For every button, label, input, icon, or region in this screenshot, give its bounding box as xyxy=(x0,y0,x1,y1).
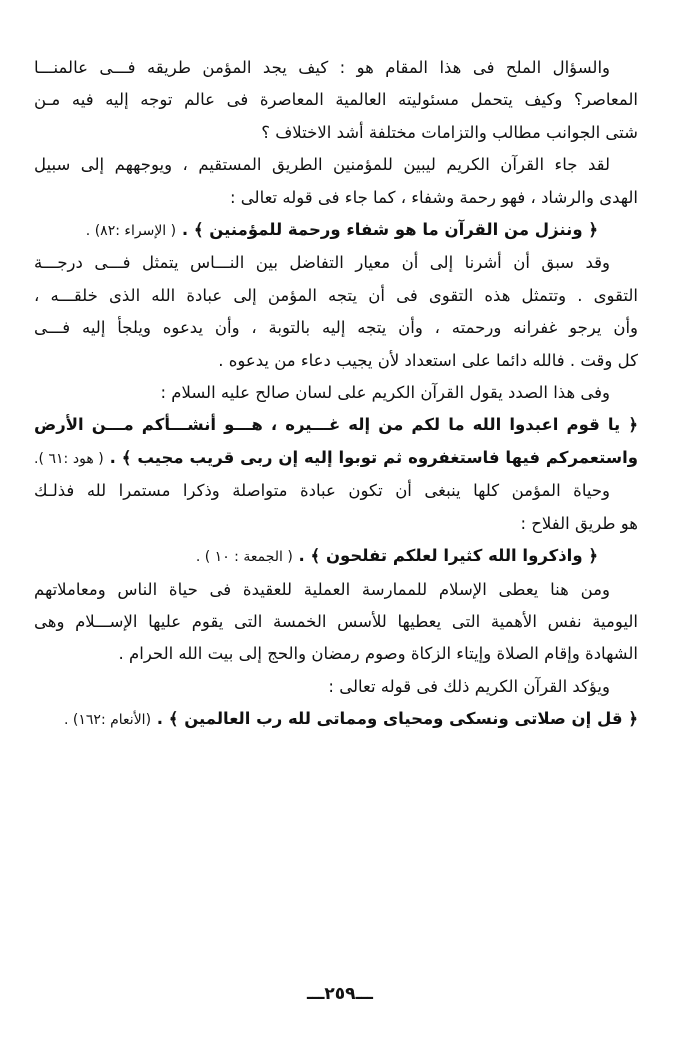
verse-text: ﴿ واذكروا الله كثيرا لعلكم تفلحون ﴾ . xyxy=(298,546,598,566)
text-line: اليومية نفس الأهمية التى يعطيها للأسس الخمسة التى يقوم عليها الإســـلام وهى xyxy=(34,611,638,631)
text-line: هو طريق الفلاح : xyxy=(520,513,638,533)
text-line: والسؤال الملح فى هذا المقام هو : كيف يجد المؤمن طريقه فـــى عالمنـــا xyxy=(34,58,610,77)
text-line: لقد جاء القرآن الكريم ليبين للمؤمنين الطريق المستقيم ، ويوجههم إلى سبيل xyxy=(34,155,610,175)
text-line: التقوى . وتتمثل هذه التقوى فى أن يتجه المؤمن إلى عبادة الله الذى خلقـــه ، xyxy=(34,285,638,305)
verse-line xyxy=(34,540,638,573)
text-line: الهدى والرشاد ، فهو رحمة وشفاء ، كما جاء فى قوله تعالى : xyxy=(229,187,638,207)
page-number: ـــ٢٥٩ـــ xyxy=(306,984,373,1004)
verse-reference: (الأنعام :١٦٢) . xyxy=(64,712,152,729)
verse-line xyxy=(34,442,638,475)
text-line: ويؤكد القرآن الكريم ذلك فى قوله تعالى : xyxy=(328,676,610,696)
verse-line xyxy=(34,214,638,247)
text-line: المعاصر؟ وكيف يتحمل مسئوليته العالمية المعاصرة فى عالم توجه إليه فيه مـن xyxy=(34,90,638,110)
verse-reference: ( الجمعة : ١٠ ) . xyxy=(195,549,293,566)
text-line: ومن هنا يعطى الإسلام للممارسة العملية للعقيدة فى حياة الناس ومعاملاتهم xyxy=(34,579,610,599)
verse-line xyxy=(34,703,638,736)
page-body xyxy=(34,52,638,737)
text-line: وقد سبق أن أشرنا إلى أن معيار التفاضل بين النـــاس يتمثل فـــى درجـــة xyxy=(34,253,610,273)
text-line: وأن يرجو غفرانه ورحمته ، وأن يتجه إليه بالتوبة ، وأن يدعوه ويلجأ إليه فـــى xyxy=(34,318,638,338)
verse-text: ﴿ قل إن صلاتى ونسكى ومحياى ومماتى لله رب العالمين ﴾ . xyxy=(156,709,638,729)
verse-reference: ( الإسراء :٨٢) . xyxy=(85,223,177,240)
verse-text: ﴿ وننزل من القرآن ما هو شفاء ورحمة للمؤمنين ﴾ . xyxy=(181,220,598,240)
verse-line: ﴿ يا قوم اعبدوا الله ما لكم من إله غـــيره ، هـــو أنشـــأكم مـــن الأرض xyxy=(34,415,638,435)
text-line: شتى الجوانب مطالب والتزامات مختلفة أشد الاختلاف ؟ xyxy=(261,122,638,142)
verse-reference: ( هود :٦١ ). xyxy=(34,450,104,467)
verse-text: واستعمركم فيها فاستغفروه ثم توبوا إليه إن ربى قريب مجيب ﴾ . xyxy=(109,447,638,467)
text-line: كل وقت . فالله دائما على استعداد لأن يجيب دعاء من يدعوه . xyxy=(218,350,638,370)
text-line: الشهادة وإقام الصلاة وإيتاء الزكاة وصوم رمضان والحج إلى بيت الله الحرام . xyxy=(118,644,638,664)
text-line: وحياة المؤمن كلها ينبغى أن تكون عبادة متواصلة وذكرا مستمرا لله فذلـك xyxy=(34,481,610,501)
text-line: وفى هذا الصدد يقول القرآن الكريم على لسان صالح عليه السلام : xyxy=(160,383,610,403)
